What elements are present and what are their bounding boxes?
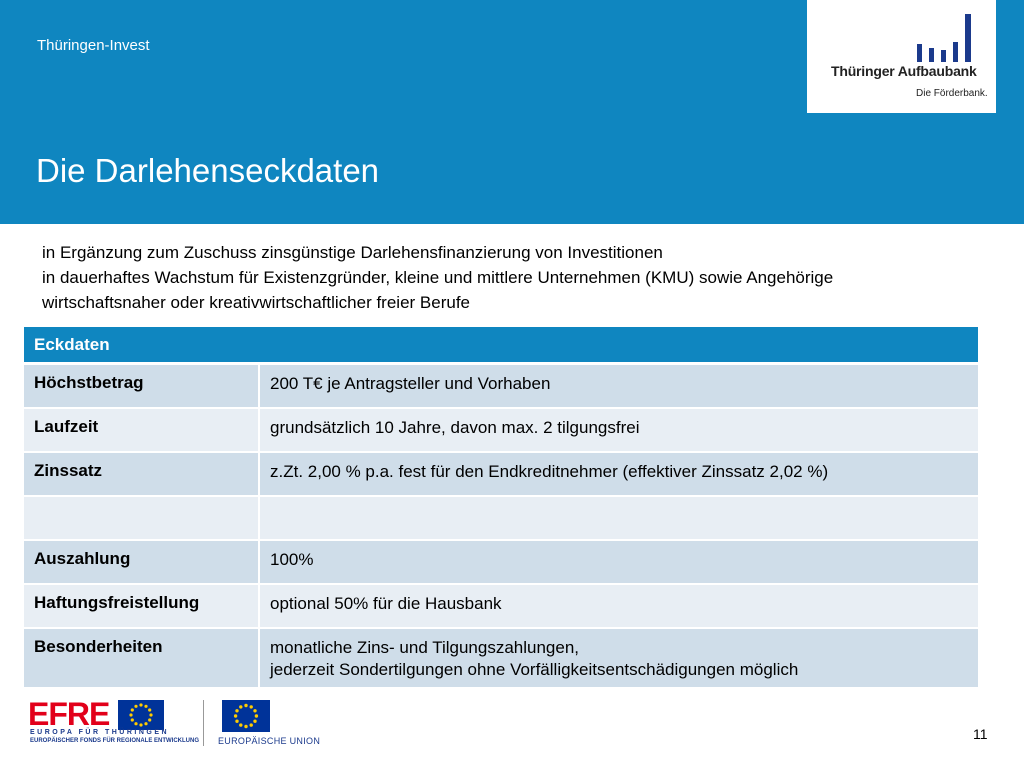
efre-subtitle: EUROPA FÜR THÜRINGEN <box>30 729 170 736</box>
row-value: optional 50% für die Hausbank <box>270 594 502 613</box>
table-row <box>24 585 978 629</box>
row-value: z.Zt. 2,00 % p.a. fest für den Endkreditnehmer (effektiver Zinssatz 2,02 %) <box>270 462 829 481</box>
row-value <box>260 629 978 687</box>
row-value: 100% <box>270 550 314 569</box>
row-label: Auszahlung <box>24 541 260 583</box>
logo-name: Thüringer Aufbaubank <box>831 63 977 79</box>
efre-logo-text: EFRE <box>28 696 110 732</box>
row-value: 200 T€ je Antragsteller und Vorhaben <box>270 374 551 393</box>
intro-line: wirtschaftsnaher oder kreativwirtschaftlicher freier Berufe <box>42 293 470 312</box>
eu-label: EUROPÄISCHE UNION <box>218 736 321 746</box>
table-row <box>24 409 978 453</box>
efre-subtitle-2: EUROPÄISCHER FONDS FÜR REGIONALE ENTWICKLUNG <box>30 738 200 744</box>
row-label: Zinssatz <box>24 453 260 495</box>
row-label: Haftungsfreistellung <box>24 585 260 627</box>
table-row <box>24 629 978 689</box>
tab-logo <box>807 0 996 113</box>
eu-flag-icon <box>222 700 270 732</box>
header-band <box>0 0 1024 224</box>
row-label <box>24 497 260 539</box>
table-header: Eckdaten <box>24 327 978 365</box>
intro-line: in dauerhaftes Wachstum für Existenzgründer, kleine und mittlere Unternehmen (KMU) sowie Angehörige <box>42 268 834 287</box>
eu-flag-icon <box>118 700 164 730</box>
page-title: Die Darlehenseckdaten <box>36 152 380 189</box>
row-label: Besonderheiten <box>24 629 260 687</box>
row-value-line: monatliche Zins- und Tilgungszahlungen, <box>270 638 580 657</box>
logo-tagline: Die Förderbank. <box>916 88 988 99</box>
table-row <box>24 541 978 585</box>
bank-bars-icon <box>917 14 977 62</box>
row-label: Höchstbetrag <box>24 365 260 407</box>
row-value-line: jederzeit Sondertilgungen ohne Vorfälligkeitsentschädigungen möglich <box>270 660 799 679</box>
intro-text <box>42 240 992 315</box>
footer-divider <box>203 700 204 746</box>
row-value: grundsätzlich 10 Jahre, davon max. 2 tilgungsfrei <box>270 418 640 437</box>
table-row <box>24 365 978 409</box>
eckdaten-table <box>24 327 978 689</box>
table-row <box>24 453 978 497</box>
brand-label: Thüringen-Invest <box>37 37 150 54</box>
page-number: 11 <box>973 726 988 742</box>
intro-line: in Ergänzung zum Zuschuss zinsgünstige Darlehensfinanzierung von Investitionen <box>42 243 663 262</box>
row-label: Laufzeit <box>24 409 260 451</box>
table-row-empty <box>24 497 978 541</box>
row-value <box>260 497 978 539</box>
